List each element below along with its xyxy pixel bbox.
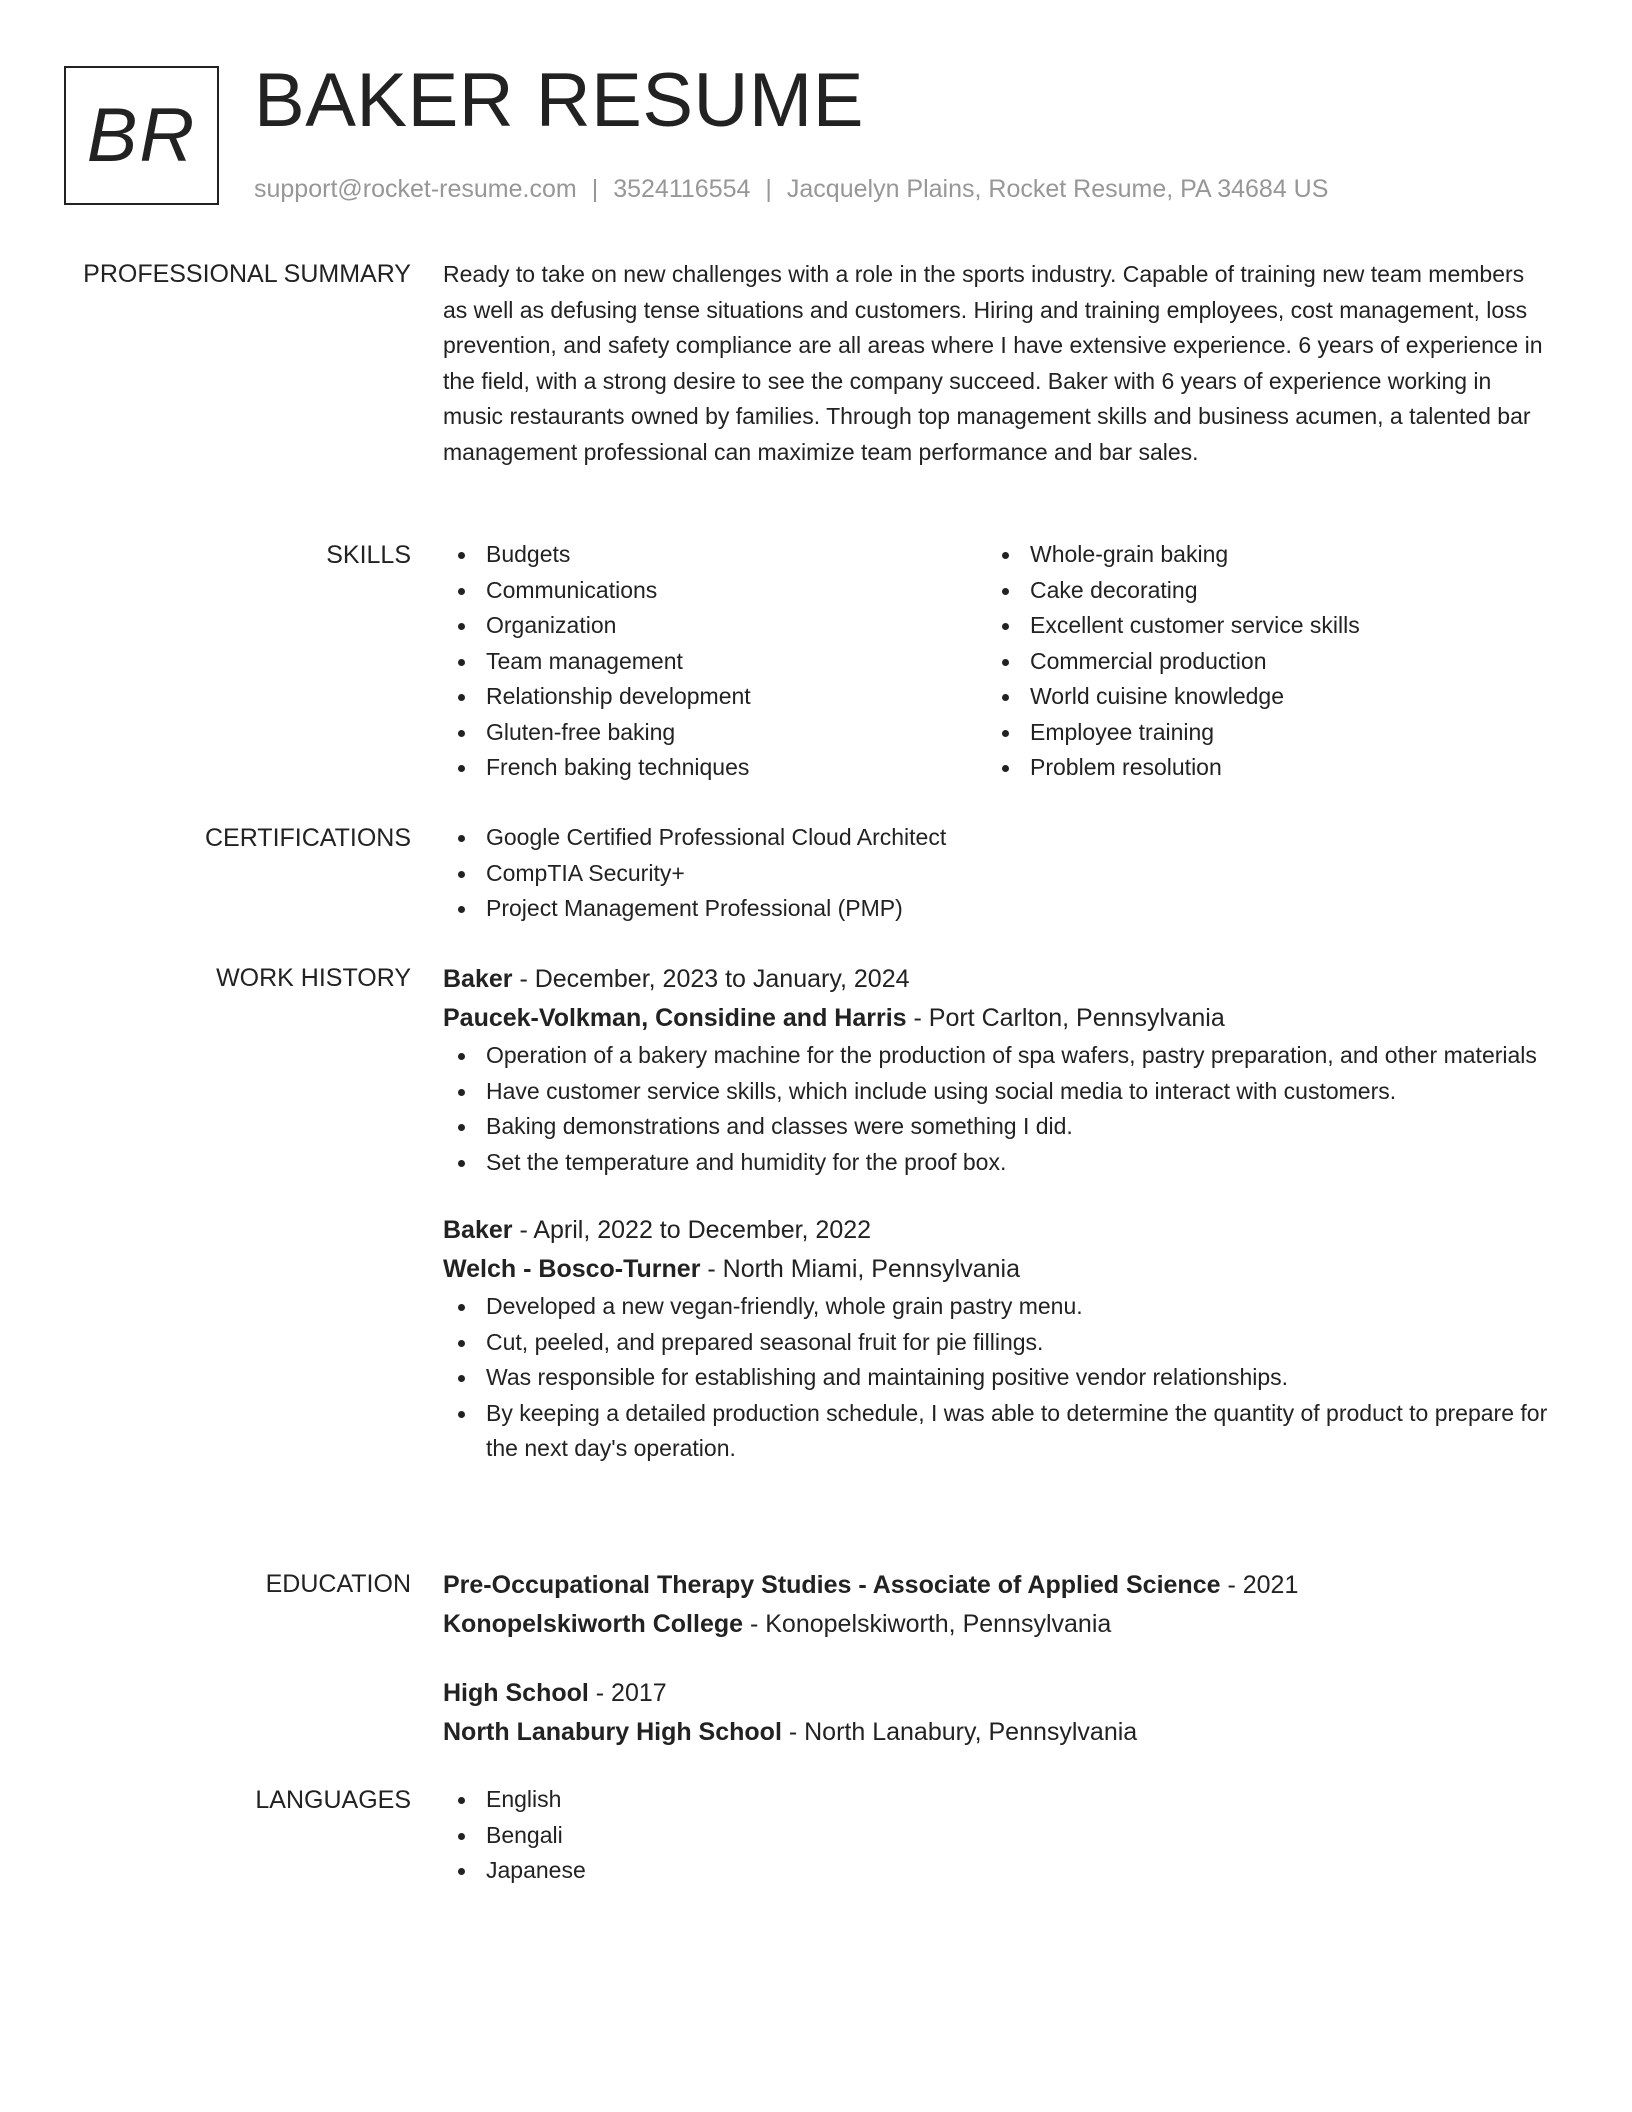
education-school: North Lanabury High School (443, 1718, 782, 1746)
education-school: Konopelskiworth College (443, 1610, 744, 1638)
skill-item: French baking techniques (443, 750, 987, 786)
skills-list-right (987, 537, 1531, 786)
job-title-line (443, 960, 1551, 999)
section-title-education: EDUCATION (265, 1570, 411, 1598)
education-entry (443, 1674, 1551, 1752)
job-bullet: Cut, peeled, and prepared seasonal fruit for pie fillings. (443, 1325, 1551, 1361)
certifications-list (443, 820, 1551, 927)
education-degree-line (443, 1566, 1551, 1605)
skill-item: Whole-grain baking (987, 537, 1531, 573)
job-location: - Port Carlton, Pennsylvania (906, 1004, 1225, 1032)
languages-body (443, 1782, 1551, 1889)
education-degree-line (443, 1674, 1551, 1713)
education-year: - 2021 (1220, 1571, 1299, 1599)
skill-item: Team management (443, 644, 987, 680)
section-title-summary: PROFESSIONAL SUMMARY (83, 260, 411, 288)
job-bullet: Operation of a bakery machine for the production of spa wafers, pastry preparation, and other materials (443, 1038, 1551, 1074)
contact-line (254, 172, 1328, 206)
job-role: Baker (443, 1216, 513, 1244)
education-year: - 2017 (588, 1679, 667, 1707)
job-company-line (443, 999, 1551, 1038)
certification-item: Google Certified Professional Cloud Architect (443, 820, 1551, 856)
skill-item: Gluten-free baking (443, 715, 987, 751)
skills-list-left (443, 537, 987, 786)
education-location: - North Lanabury, Pennsylvania (781, 1718, 1138, 1746)
job-location: - North Miami, Pennsylvania (700, 1255, 1020, 1283)
contact-email: support@rocket-resume.com (254, 175, 577, 203)
skill-item: World cuisine knowledge (987, 679, 1531, 715)
contact-separator: | (591, 175, 599, 203)
contact-address: Jacquelyn Plains, Rocket Resume, PA 34684 US (786, 175, 1329, 203)
certification-item: Project Management Professional (PMP) (443, 891, 1551, 927)
education-location: - Konopelskiworth, Pennsylvania (743, 1610, 1112, 1638)
job-entry (443, 960, 1551, 1180)
contact-separator: | (765, 175, 772, 203)
job-bullet: Was responsible for establishing and maintaining positive vendor relationships. (443, 1360, 1551, 1396)
section-title-skills: SKILLS (326, 541, 411, 569)
summary-text: Ready to take on new challenges with a role in the sports industry. Capable of training new team members as well as defusing tense situations and customers. Hiring and training employees, cost management, loss prevention, and safety compliance are all areas where I have extensive experience. 6 years of experience in the field, with a strong desire to see the company succeed. Baker with 6 years of experience working in music restaurants owned by families. Through top management skills and business acumen, a talented bar management professional can maximize team performance and bar sales. (443, 261, 1543, 465)
education-body (443, 1566, 1551, 1752)
job-bullet: Baking demonstrations and classes were something I did. (443, 1109, 1551, 1145)
education-degree: Pre-Occupational Therapy Studies - Associate of Applied Science (443, 1571, 1221, 1599)
job-bullet: By keeping a detailed production schedule, I was able to determine the quantity of product to prepare for the next day's operation. (443, 1396, 1551, 1467)
monogram-initials: BR (86, 93, 197, 178)
languages-list (443, 1782, 1551, 1889)
education-school-line (443, 1713, 1551, 1752)
job-dates: - December, 2023 to January, 2024 (512, 965, 910, 993)
skill-item: Cake decorating (987, 573, 1531, 609)
skill-item: Organization (443, 608, 987, 644)
education-school-line (443, 1605, 1551, 1644)
job-dates: - April, 2022 to December, 2022 (512, 1216, 872, 1244)
job-role: Baker (443, 965, 513, 993)
certification-item: CompTIA Security+ (443, 856, 1551, 892)
work-history-body (443, 960, 1551, 1467)
section-title-languages: LANGUAGES (255, 1786, 411, 1814)
skill-item: Problem resolution (987, 750, 1531, 786)
job-company: Welch - Bosco-Turner (443, 1255, 701, 1283)
language-item: Japanese (443, 1853, 1551, 1889)
section-title-certifications: CERTIFICATIONS (204, 824, 411, 852)
summary-body (443, 256, 1551, 470)
skill-item: Employee training (987, 715, 1531, 751)
contact-phone: 3524116554 (613, 175, 751, 203)
skill-item: Relationship development (443, 679, 987, 715)
language-item: English (443, 1782, 1551, 1818)
job-bullets (443, 1038, 1551, 1180)
skills-grid (443, 537, 1551, 786)
resume-name: BAKER RESUME (254, 58, 864, 143)
job-company: Paucek-Volkman, Considine and Harris (443, 1004, 907, 1032)
monogram-box (64, 66, 219, 205)
job-bullets (443, 1289, 1551, 1467)
skill-item: Excellent customer service skills (987, 608, 1531, 644)
skill-item: Commercial production (987, 644, 1531, 680)
education-degree: High School (443, 1679, 589, 1707)
section-title-work-history: WORK HISTORY (216, 964, 411, 992)
education-entry (443, 1566, 1551, 1644)
job-company-line (443, 1250, 1551, 1289)
job-title-line (443, 1211, 1551, 1250)
job-bullet: Developed a new vegan-friendly, whole grain pastry menu. (443, 1289, 1551, 1325)
job-entry (443, 1211, 1551, 1467)
skills-body (443, 537, 1551, 786)
job-bullet: Have customer service skills, which include using social media to interact with customers. (443, 1074, 1551, 1110)
skill-item: Budgets (443, 537, 987, 573)
certifications-body (443, 820, 1551, 927)
language-item: Bengali (443, 1818, 1551, 1854)
skill-item: Communications (443, 573, 987, 609)
job-bullet: Set the temperature and humidity for the proof box. (443, 1145, 1551, 1181)
